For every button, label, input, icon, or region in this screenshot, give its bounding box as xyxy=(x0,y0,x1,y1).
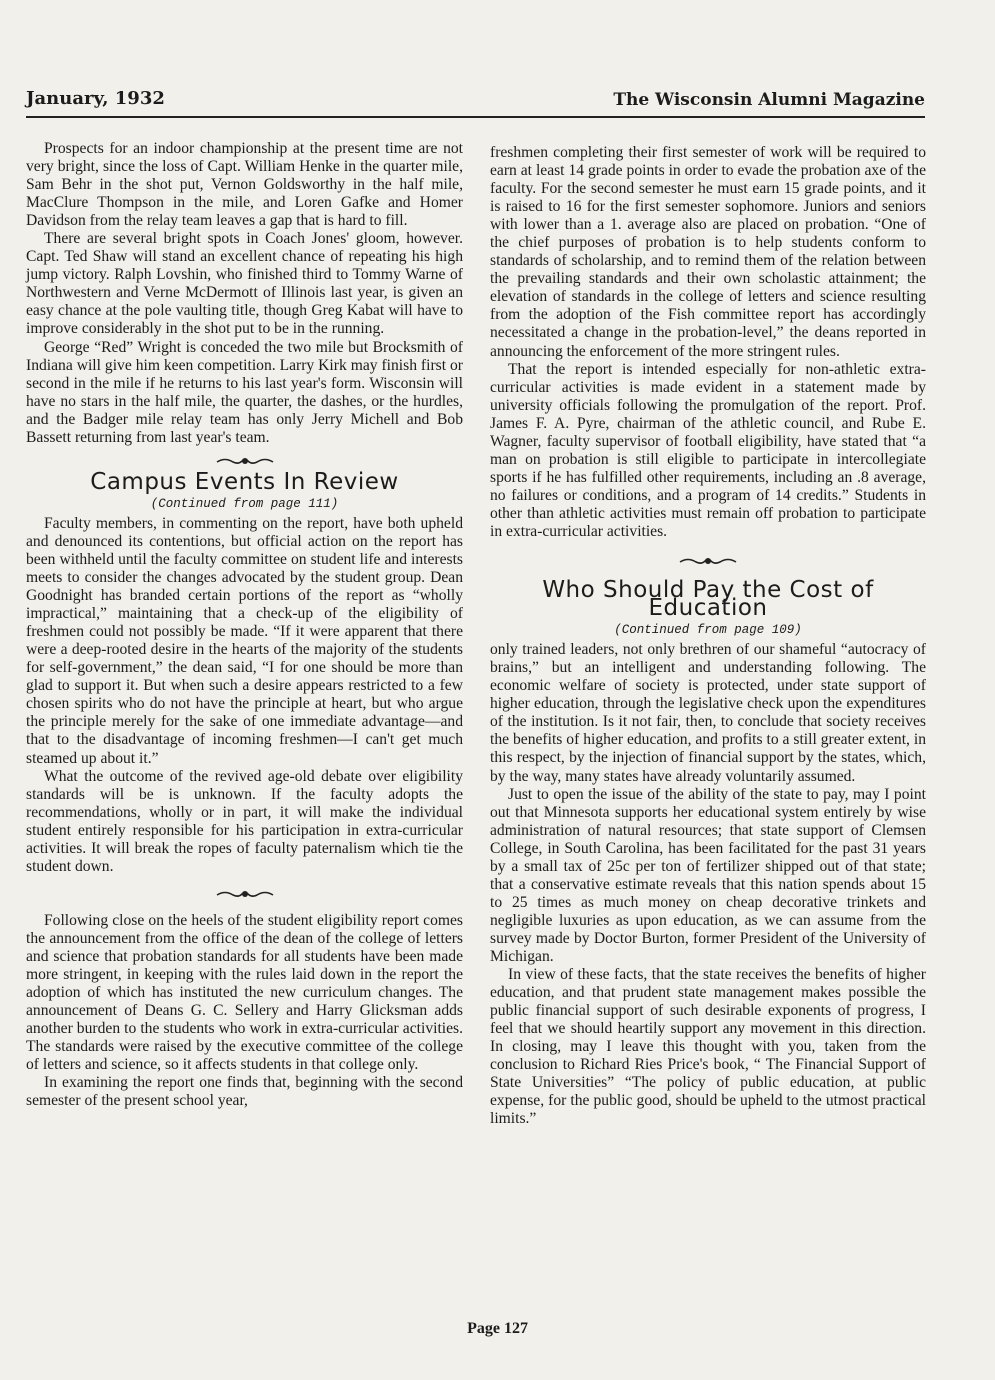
campus-events-title: Campus Events In Review xyxy=(90,468,399,495)
issue-date: January, 1932 xyxy=(26,88,165,109)
education-title: Who Should Pay the Cost of Education xyxy=(542,577,874,622)
continued-note: (Continued from page 109) xyxy=(614,623,802,638)
ornament-divider xyxy=(215,455,275,467)
page-number: Page 127 xyxy=(467,1320,528,1337)
paragraph: only trained leaders, not only brethren of our shameful “autocracy of brains,” but an intelligent and understanding following. The economic welfare of society is protected, under state support of higher education, through the legislative check upon the expenditures of the institution. Is it not fair, then, to conclude that society receives the benefits of higher education, and profits to a still greater extent, in this respect, by the injection of financial support by the states, which, by the way, many states have already voluntarily assumed. xyxy=(490,641,926,785)
right-column xyxy=(490,144,926,1128)
paragraph: Following close on the heels of the student eligibility report comes the announcement from the office of the dean of the college of letters and science that probation standards for all students have been made more stringent, in keeping with the rules laid down in the report the adoption of which has instituted the new curriculum changes. The announcement of Deans G. C. Sellery and Harry Glicksman adds another burden to the students who work in extra-curricular activities. The standards were raised by the executive committee of the college of letters and science, so it affects students in that college only. xyxy=(26,911,463,1074)
ornament-divider xyxy=(678,555,738,567)
page-header xyxy=(26,86,925,118)
paragraph: Prospects for an indoor championship at the present time are not very bright, since the loss of Capt. William Henke in the quarter mile, Sam Behr in the shot put, Vernon Goldsworthy in the half mile, MacClure Thompson in the mile, and Loren Gafke and Homer Davidson from the relay team leaves a gap that is hard to fill. xyxy=(26,140,463,230)
magazine-title: The Wisconsin Alumni Magazine xyxy=(613,90,925,110)
paragraph: Faculty members, in commenting on the report, have both upheld and denounced its contentions, but official action on the report has been withheld until the faculty committee on student life and interests meets to consider the changes advocated by the student group. Dean Goodnight has branded certain portions of the report as “wholly impractical,” maintaining that a check-up of the eligibility of freshmen could not possibly be made. “If it were apparent that there were a deep-rooted desire in the hearts of the majority of the students for self-government,” the dean said, “I for one should be more than glad to support it. But when such a desire appears restricted to a few chosen spirits who do not have the principle at heart, but who argue the principle merely for the sake of one immediate advantage—and that to the disadvantage of incoming freshmen—I can't get much steamed up about it.” xyxy=(26,514,463,767)
paragraph: What the outcome of the revived age-old debate over eligibility standards will be is unknown. If the faculty adopts the recommendations, wholly or in part, it will make the individual student entirely responsible for his participation in extra-curricular activities. It will break the ropes of faculty paternalism which tie the student down. xyxy=(26,767,463,875)
paragraph: That the report is intended especially for non-athletic extra-curricular activities is made evident in a statement made by university officials following the promulgation of the report. Prof. James F. A. Pyre, chairman of the athletic council, and Rube E. Wagner, faculty supervisor of football eligibility, have stated that “a man on probation is still eligible to participate in intercollegiate sports if he has fulfilled other requirements, including an .8 average, no failures or conditions, and a program of 14 credits.” Students in other than athletic activities must remain off probation to participate in extra-curricular activities. xyxy=(490,360,926,540)
ornament-divider xyxy=(215,888,275,900)
paragraph: George “Red” Wright is conceded the two mile but Brocksmith of Indiana will give him keen competition. Larry Kirk may finish first or second in the mile if he returns to his last year's form. Wisconsin will have no stars in the half mile, the quarter, the dashes, or the hurdles, and the Badger mile relay team has only Jerry Michell and Bob Bassett returning from last year's team. xyxy=(26,338,463,446)
paragraph: In examining the report one finds that, beginning with the second semester of the present school year, xyxy=(26,1074,463,1110)
paragraph: In view of these facts, that the state receives the benefits of higher education, and that prudent state management makes possible the public financial support of such desirable exponents of progress, I feel that we should heartily support any movement in this direction. In closing, may I leave this thought with you, taken from the conclusion to Richard Ries Price's book, “ The Financial Support of State Universities” “The policy of public education, at public expense, for the public good, should be upheld to the utmost practical limits.” xyxy=(490,966,926,1128)
paragraph: freshmen completing their first semester of work will be required to earn at least 14 grade points in order to evade the probation axe of the faculty. For the second semester he must earn 15 grade points, and it is raised to 16 for the first semester sophomore. Juniors and seniors with lower than a 1. average also are placed on probation. “One of the chief purposes of probation is to help students conform to standards of scholarship, and to remind them of the relation between the prevailing standards and their own scholastic attainment; the elevation of standards in the college of letters and science resulting from the adoption of the Fish committee report has accordingly necessitated a change in the probation-level,” the deans reported in announcing the enforcement of the more stringent rules. xyxy=(490,144,926,360)
paragraph: Just to open the issue of the ability of the state to pay, may I point out that Minnesota supports her educational system entirely by wise administration of natural resources; that state support of Clemsen College, in South Carolina, has been facilitated for the past 31 years by a small tax of 25c per ton of fertilizer shipped out of that state; that a conservative estimate reveals that this nation spends about 15 to 25 times as much money on cheap decorative trinkets and negligible luxuries as upon education, as we can assume from the survey made by Doctor Burton, former President of the University of Michigan. xyxy=(490,785,926,965)
paragraph: There are several bright spots in Coach Jones' gloom, however. Capt. Ted Shaw will stand an excellent chance of repeating his high jump victory. Ralph Lovshin, who finished third to Tommy Warne of Northwestern and Verne McDermott of Illinois last year, is given an easy chance at the pole vaulting title, though Greg Kabat will have to improve considerably in the shot put to be in the running. xyxy=(26,230,463,338)
continued-note: (Continued from page 111) xyxy=(150,496,339,511)
left-column xyxy=(26,140,463,1110)
